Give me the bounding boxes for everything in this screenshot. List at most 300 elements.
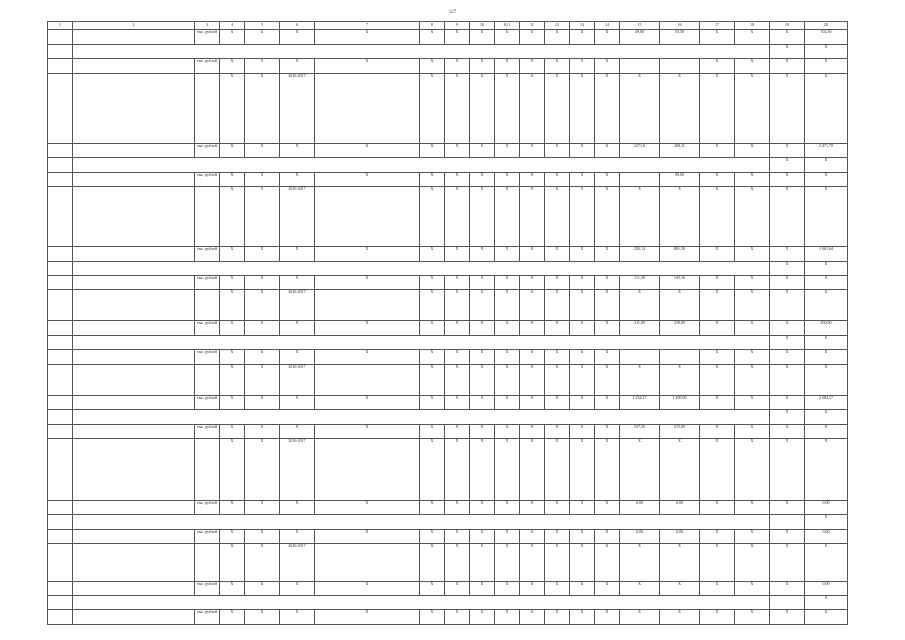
cell-9: X (445, 73, 470, 143)
cell-8: X (420, 581, 445, 595)
row-number (48, 59, 73, 73)
table-row (48, 424, 848, 438)
cell-4: X (220, 544, 245, 581)
header-8: 8 (420, 22, 445, 30)
header-17: 16 (660, 22, 700, 30)
cell-16: 49,00 (620, 30, 660, 44)
table-row (48, 30, 848, 44)
cell-20: X (805, 410, 848, 424)
cell-19: X (735, 364, 770, 395)
row-label (73, 424, 195, 438)
row-number (48, 290, 73, 321)
cell-5: X (245, 364, 280, 395)
cell-21: X (805, 290, 848, 321)
cell-4: X (220, 610, 245, 625)
cell-14: X (570, 529, 595, 543)
cell-14: X (570, 275, 595, 289)
cell-5: X (245, 610, 280, 625)
cell-20: X (770, 439, 805, 501)
cell-12: X (520, 321, 545, 335)
cell-12: X (520, 172, 545, 186)
header-18: 17 (700, 22, 735, 30)
cell-13: X (545, 290, 570, 321)
table-row (48, 187, 848, 247)
cell-6: X (280, 581, 315, 595)
cell-21: 0,00 (805, 501, 848, 515)
cell-5: X (245, 439, 280, 501)
executor-cell (315, 544, 420, 581)
cell-11: X (495, 321, 520, 335)
cell-13: X (545, 610, 570, 625)
measure-description (73, 187, 195, 247)
cell-4: X (220, 321, 245, 335)
cell-13: X (545, 581, 570, 595)
cell-21: 0,00 (805, 529, 848, 543)
row-number (48, 187, 73, 247)
executor-cell: X (315, 59, 420, 73)
cell-10: X (470, 30, 495, 44)
cell-18: X (700, 172, 735, 186)
cell-18: X (700, 187, 735, 247)
row-label (73, 247, 195, 261)
cell-10: X (470, 143, 495, 157)
executor-cell: X (315, 247, 420, 261)
row-number (48, 73, 73, 143)
cell-5: X (245, 187, 280, 247)
cell-16 (620, 59, 660, 73)
cell-15: X (595, 395, 620, 409)
table-row (48, 44, 848, 58)
cell-11: X (495, 172, 520, 186)
cell-4: X (220, 501, 245, 515)
cell-20: X (805, 158, 848, 172)
cell-5: X (245, 172, 280, 186)
cell-15: X (595, 610, 620, 625)
cell-18: X (700, 439, 735, 501)
cell-5: X (245, 59, 280, 73)
cell-20: X (770, 350, 805, 364)
unit-cell: тыс. рублей (195, 143, 220, 157)
cell-20: X (770, 581, 805, 595)
cell-14: X (570, 350, 595, 364)
cell-11: X (495, 364, 520, 395)
cell-10: X (470, 424, 495, 438)
executor-cell: X (315, 395, 420, 409)
executor-cell: X (315, 143, 420, 157)
executor-cell (315, 364, 420, 395)
cell-5: X (245, 30, 280, 44)
cell-10: X (470, 501, 495, 515)
cell-21: 450,00 (805, 321, 848, 335)
table-row (48, 595, 848, 609)
cell-4: X (220, 143, 245, 157)
cell-13: X (545, 501, 570, 515)
period-cell: 2016-2017 (280, 439, 315, 501)
cell-11: X (495, 529, 520, 543)
executor-cell: X (315, 424, 420, 438)
cell-6: X (280, 529, 315, 543)
cell-11: X (495, 290, 520, 321)
executor-cell: X (315, 581, 420, 595)
header-19: 18 (735, 22, 770, 30)
cell-16: X (620, 544, 660, 581)
cell-10: X (470, 395, 495, 409)
cell-20: X (770, 59, 805, 73)
period-cell: 2016-2017 (280, 290, 315, 321)
executor-cell: X (315, 501, 420, 515)
cell-16: 2271,6 (620, 143, 660, 157)
cell-11: X (495, 73, 520, 143)
cell-11: X (495, 59, 520, 73)
cell-19: X (735, 395, 770, 409)
cell-6: X (280, 247, 315, 261)
cell-14: X (570, 73, 595, 143)
cell-13: X (545, 172, 570, 186)
cell-14: X (570, 290, 595, 321)
cell-4: X (220, 172, 245, 186)
cell-9: X (445, 529, 470, 543)
cell-9: X (445, 424, 470, 438)
cell-4: X (220, 350, 245, 364)
cell-10: X (470, 59, 495, 73)
row-label (73, 59, 195, 73)
cell-9: X (445, 321, 470, 335)
cell-10: X (470, 187, 495, 247)
cell-8: X (420, 350, 445, 364)
row-number (48, 335, 73, 349)
cell-15: X (595, 350, 620, 364)
cell-20: X (770, 143, 805, 157)
unit-cell: тыс. рублей (195, 529, 220, 543)
table-row (48, 364, 848, 395)
cell-17: 1 450,00 (660, 395, 700, 409)
cell-11: X (495, 581, 520, 595)
cell-16: X (620, 364, 660, 395)
cell-14: X (570, 581, 595, 595)
cell-8: X (420, 143, 445, 157)
table-row (48, 143, 848, 157)
cell-12: X (520, 395, 545, 409)
cell-8: X (420, 187, 445, 247)
cell-16: 537,50 (620, 424, 660, 438)
row-number (48, 30, 73, 44)
row-label (73, 501, 195, 515)
header-3: 3 (195, 22, 220, 30)
cell-20: X (770, 73, 805, 143)
table-row (48, 395, 848, 409)
cell-14: X (570, 395, 595, 409)
row-label (73, 30, 195, 44)
cell-15: X (595, 501, 620, 515)
executor-cell: X (315, 529, 420, 543)
unit-cell (195, 187, 220, 247)
row-number (48, 529, 73, 543)
cell-6: X (280, 172, 315, 186)
header-6: 6 (280, 22, 315, 30)
cell-19 (770, 515, 805, 529)
cell-9: X (445, 143, 470, 157)
period-cell: 2016-2017 (280, 544, 315, 581)
cell-16: 250,14 (620, 247, 660, 261)
cell-10: X (470, 581, 495, 595)
cell-20: X (770, 529, 805, 543)
cell-4: X (220, 529, 245, 543)
cell-18: X (700, 395, 735, 409)
cell-18: X (700, 364, 735, 395)
cell-20: X (805, 515, 848, 529)
cell-11: X (495, 247, 520, 261)
cell-14: X (570, 187, 595, 247)
cell-20: X (770, 30, 805, 44)
unit-cell: тыс. рублей (195, 172, 220, 186)
cell-19: X (770, 410, 805, 424)
row-number (48, 350, 73, 364)
cell-8: X (420, 73, 445, 143)
row-number (48, 395, 73, 409)
cell-18: X (700, 350, 735, 364)
cell-12: X (520, 187, 545, 247)
cell-12: X (520, 529, 545, 543)
unit-cell: тыс. рублей (195, 247, 220, 261)
cell-20: X (770, 275, 805, 289)
cell-17: X (660, 73, 700, 143)
cell-9: X (445, 247, 470, 261)
header-16: 15 (620, 22, 660, 30)
cell-17: X (660, 290, 700, 321)
row-number (48, 247, 73, 261)
cell-17: X (660, 439, 700, 501)
cell-14: X (570, 439, 595, 501)
cell-17 (660, 59, 700, 73)
row-number (48, 424, 73, 438)
cell-19: X (735, 275, 770, 289)
cell-11: X (495, 350, 520, 364)
unit-cell: тыс. рублей (195, 59, 220, 73)
cell-11: X (495, 544, 520, 581)
header-20: 19 (770, 22, 805, 30)
cell-15: X (595, 187, 620, 247)
cell-9: X (445, 395, 470, 409)
cell-15: X (595, 544, 620, 581)
cell-10: X (470, 439, 495, 501)
cell-9: X (445, 501, 470, 515)
measure-description (73, 544, 195, 581)
cell-20: X (770, 187, 805, 247)
period-cell: 2016-2017 (280, 364, 315, 395)
cell-17: 88,00 (660, 172, 700, 186)
cell-9: X (445, 275, 470, 289)
cell-11: X (495, 424, 520, 438)
cell-21: X (805, 364, 848, 395)
cell-8: X (420, 364, 445, 395)
executor-cell: X (315, 172, 420, 186)
row-label (73, 44, 770, 58)
cell-5: X (245, 350, 280, 364)
row-number (48, 172, 73, 186)
cell-20: X (770, 364, 805, 395)
cell-16: 111,40 (620, 275, 660, 289)
cell-5: X (245, 290, 280, 321)
unit-cell (195, 364, 220, 395)
cell-13: X (545, 73, 570, 143)
cell-4: X (220, 247, 245, 261)
cell-14: X (570, 172, 595, 186)
cell-11: X (495, 501, 520, 515)
cell-16: X (620, 610, 660, 625)
table-row (48, 350, 848, 364)
cell-9: X (445, 350, 470, 364)
cell-13: X (545, 364, 570, 395)
row-label (73, 350, 195, 364)
cell-5: X (245, 321, 280, 335)
cell-12: X (520, 73, 545, 143)
cell-8: X (420, 395, 445, 409)
executor-cell: X (315, 275, 420, 289)
cell-16: X (620, 187, 660, 247)
cell-11: X (495, 187, 520, 247)
executor-cell (315, 73, 420, 143)
cell-16: 0,00 (620, 501, 660, 515)
cell-6: X (280, 30, 315, 44)
table-row (48, 501, 848, 515)
unit-cell: тыс. рублей (195, 501, 220, 515)
row-number (48, 515, 73, 529)
cell-8: X (420, 439, 445, 501)
cell-13: X (545, 544, 570, 581)
cell-20: X (805, 335, 848, 349)
cell-6: X (280, 395, 315, 409)
table-row (48, 515, 848, 529)
cell-8: X (420, 501, 445, 515)
cell-17: 801,50 (660, 247, 700, 261)
table-row (48, 544, 848, 581)
cell-11: X (495, 143, 520, 157)
measure-description (73, 73, 195, 143)
cell-12: X (520, 439, 545, 501)
cell-12: X (520, 290, 545, 321)
cell-18: X (700, 290, 735, 321)
row-number (48, 501, 73, 515)
cell-13: X (545, 529, 570, 543)
cell-10: X (470, 275, 495, 289)
cell-15: X (595, 247, 620, 261)
cell-17: X (660, 364, 700, 395)
executor-cell: X (315, 610, 420, 625)
cell-8: X (420, 424, 445, 438)
cell-13: X (545, 275, 570, 289)
cell-14: X (570, 610, 595, 625)
cell-18: X (700, 247, 735, 261)
cell-10: X (470, 364, 495, 395)
table-row (48, 59, 848, 73)
cell-17: X (660, 581, 700, 595)
row-number (48, 595, 73, 609)
cell-17: 200,11 (660, 143, 700, 157)
table-row (48, 321, 848, 335)
cell-9: X (445, 30, 470, 44)
cell-14: X (570, 143, 595, 157)
cell-21: X (805, 275, 848, 289)
row-label (73, 261, 770, 275)
cell-9: X (445, 59, 470, 73)
unit-cell: тыс. рублей (195, 395, 220, 409)
cell-4: X (220, 439, 245, 501)
cell-21: X (805, 73, 848, 143)
row-number (48, 410, 73, 424)
cell-13: X (545, 424, 570, 438)
unit-cell: тыс. рублей (195, 321, 220, 335)
cell-5: X (245, 544, 280, 581)
cell-19: X (735, 581, 770, 595)
cell-16: 0,00 (620, 529, 660, 543)
table-row (48, 410, 848, 424)
cell-14: X (570, 424, 595, 438)
table-row (48, 158, 848, 172)
cell-17 (660, 350, 700, 364)
cell-15: X (595, 290, 620, 321)
header-13: 12 (545, 22, 570, 30)
executor-cell: X (315, 321, 420, 335)
row-label (73, 172, 195, 186)
cell-6: X (280, 275, 315, 289)
row-label (73, 581, 195, 595)
cell-6: X (280, 321, 315, 335)
cell-10: X (470, 172, 495, 186)
executor-cell: X (315, 30, 420, 44)
cell-16: X (620, 73, 660, 143)
cell-16: X (620, 581, 660, 595)
cell-12: X (520, 59, 545, 73)
cell-9: X (445, 544, 470, 581)
unit-cell: тыс. рублей (195, 275, 220, 289)
cell-9: X (445, 364, 470, 395)
cell-11: X (495, 30, 520, 44)
cell-21: 102,50 (805, 30, 848, 44)
cell-21: 2 471,70 (805, 143, 848, 157)
cell-20: X (770, 501, 805, 515)
cell-12: X (520, 143, 545, 157)
unit-cell: тыс. рублей (195, 30, 220, 44)
cell-8: X (420, 544, 445, 581)
cell-6: X (280, 350, 315, 364)
period-cell: 2016-2017 (280, 187, 315, 247)
cell-18: X (700, 143, 735, 157)
unit-cell (195, 544, 220, 581)
cell-12: X (520, 501, 545, 515)
cell-19: X (735, 187, 770, 247)
cell-4: X (220, 59, 245, 73)
cell-10: X (470, 290, 495, 321)
cell-19: X (735, 73, 770, 143)
cell-20: X (805, 261, 848, 275)
cell-21: X (805, 610, 848, 625)
cell-6: X (280, 610, 315, 625)
cell-19: X (735, 172, 770, 186)
executor-cell (315, 290, 420, 321)
cell-13: X (545, 247, 570, 261)
cell-14: X (570, 364, 595, 395)
cell-14: X (570, 247, 595, 261)
cell-12: X (520, 364, 545, 395)
cell-20: X (770, 610, 805, 625)
executor-cell (315, 187, 420, 247)
table-row (48, 439, 848, 501)
cell-9: X (445, 581, 470, 595)
cell-19: X (770, 261, 805, 275)
row-label (73, 335, 770, 349)
header-14: 13 (570, 22, 595, 30)
cell-17: X (660, 544, 700, 581)
